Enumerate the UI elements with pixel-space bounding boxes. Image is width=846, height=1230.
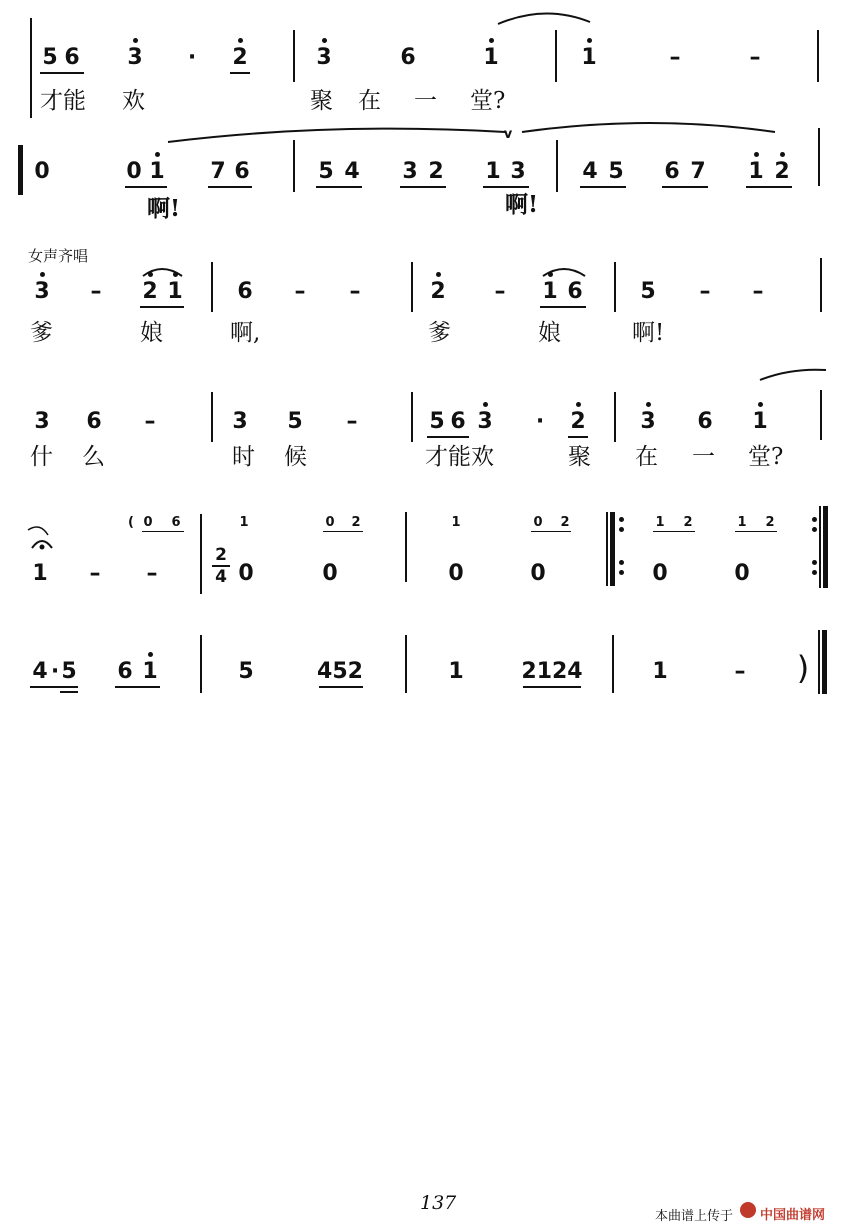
- dash: –: [752, 279, 764, 304]
- upload-credit: 本曲谱上传于: [655, 1209, 734, 1224]
- note: 2: [765, 515, 775, 530]
- note: 6: [237, 279, 253, 304]
- dash: –: [749, 45, 761, 70]
- note: 0: [734, 561, 750, 586]
- paren-close: ): [796, 649, 810, 687]
- lyric: 什: [30, 444, 53, 470]
- lyric: 堂?: [748, 444, 784, 470]
- note: 6: [117, 659, 133, 684]
- lyric: 才能: [40, 88, 86, 114]
- note: 1: [32, 561, 48, 586]
- lyric: 候: [284, 444, 307, 470]
- lyric: 娘: [140, 320, 163, 346]
- lyric: 一: [692, 444, 715, 470]
- note: 1: [448, 659, 464, 684]
- note: 6: [450, 409, 466, 434]
- note: 5: [287, 409, 303, 434]
- note: 6: [64, 45, 80, 70]
- note: 6: [567, 279, 583, 304]
- lyric: 聚: [310, 88, 333, 114]
- dash: –: [494, 279, 506, 304]
- lyric: 爹: [428, 320, 451, 346]
- slur: [543, 269, 585, 276]
- note: 1: [581, 45, 597, 70]
- lyric: 啊!: [147, 195, 181, 222]
- dot-mark: ·: [50, 659, 60, 684]
- note: 5: [61, 659, 77, 684]
- note: 3: [640, 409, 656, 434]
- note: 0: [143, 515, 153, 530]
- site-logo-icon: [740, 1202, 756, 1218]
- slur: [760, 370, 826, 380]
- note: 7: [690, 159, 706, 184]
- dash: –: [146, 561, 158, 586]
- dash: –: [699, 279, 711, 304]
- note: 1: [167, 279, 183, 304]
- note: 1: [485, 159, 501, 184]
- note: 3: [127, 45, 143, 70]
- note: 0: [325, 515, 335, 530]
- slur: [143, 269, 182, 276]
- note: 6: [234, 159, 250, 184]
- site-name[interactable]: 中国曲谱网: [760, 1208, 826, 1223]
- note: 6: [697, 409, 713, 434]
- lyric: 时: [232, 444, 255, 470]
- note: ·: [187, 45, 197, 70]
- note: 2: [142, 279, 158, 304]
- note: 452: [317, 659, 363, 684]
- lyric: 在: [358, 88, 381, 114]
- note: 0: [448, 561, 464, 586]
- page-number: 137: [420, 1192, 457, 1214]
- lyric: 么: [82, 444, 105, 470]
- note: ·: [535, 409, 545, 434]
- dash: –: [734, 659, 746, 684]
- note: 2: [560, 515, 570, 530]
- note: 0: [238, 561, 254, 586]
- time-sig-bottom: 4: [215, 567, 227, 587]
- note: 1: [748, 159, 764, 184]
- note: 1: [652, 659, 668, 684]
- note: 2: [232, 45, 248, 70]
- note: 6: [664, 159, 680, 184]
- note: 5: [318, 159, 334, 184]
- note: 0: [126, 159, 142, 184]
- fermata-dot: [40, 545, 45, 550]
- note: 5: [238, 659, 254, 684]
- note: 3: [316, 45, 332, 70]
- dash: –: [89, 561, 101, 586]
- lyric: 堂?: [470, 88, 506, 114]
- note: 1: [655, 515, 665, 530]
- note: 5: [42, 45, 58, 70]
- time-sig-top: 2: [215, 545, 227, 565]
- note: 0: [530, 561, 546, 586]
- note: 4: [344, 159, 360, 184]
- note: 0: [533, 515, 543, 530]
- accent-mark: v: [503, 127, 513, 142]
- note: 5: [429, 409, 445, 434]
- note: 3: [232, 409, 248, 434]
- note: 3: [34, 409, 50, 434]
- note: 3: [34, 279, 50, 304]
- slur: [498, 13, 590, 24]
- note: 3: [510, 159, 526, 184]
- paren-open: (: [128, 515, 134, 530]
- note: 0: [322, 561, 338, 586]
- note: 2: [430, 279, 446, 304]
- note: 7: [210, 159, 226, 184]
- note: 1: [542, 279, 558, 304]
- note: 2: [570, 409, 586, 434]
- note: 1: [239, 515, 249, 530]
- note: 2124: [521, 659, 583, 684]
- lyric: 爹: [30, 320, 53, 346]
- note: 1: [752, 409, 768, 434]
- note: 0: [652, 561, 668, 586]
- lyric: 娘: [538, 320, 561, 346]
- dash: –: [294, 279, 306, 304]
- tie-in: [28, 527, 48, 535]
- dash: –: [144, 409, 156, 434]
- section-label: 女声齐唱: [28, 247, 89, 265]
- lyric: 一: [414, 88, 437, 114]
- note: 6: [171, 515, 181, 530]
- lyric: 啊,: [230, 320, 261, 346]
- slur: [522, 123, 775, 132]
- note: 1: [451, 515, 461, 530]
- note: 4: [32, 659, 48, 684]
- note: 0: [34, 159, 50, 184]
- lyric: 才能欢: [425, 444, 494, 470]
- note: 3: [402, 159, 418, 184]
- note: 5: [608, 159, 624, 184]
- note: 4: [582, 159, 598, 184]
- note: 1: [149, 159, 165, 184]
- note: 2: [774, 159, 790, 184]
- note: 1: [737, 515, 747, 530]
- note: 2: [683, 515, 693, 530]
- dash: –: [669, 45, 681, 70]
- dash: –: [90, 279, 102, 304]
- dash: –: [349, 279, 361, 304]
- lyric: 啊!: [632, 320, 665, 346]
- dash: –: [346, 409, 358, 434]
- lyric: 欢: [122, 88, 145, 114]
- note: 1: [483, 45, 499, 70]
- note: 1: [142, 659, 158, 684]
- note: 2: [351, 515, 361, 530]
- note: 2: [428, 159, 444, 184]
- note: 5: [640, 279, 656, 304]
- lyric: 啊!: [505, 191, 539, 218]
- slur: [168, 129, 505, 142]
- note: 6: [86, 409, 102, 434]
- lyric: 聚: [568, 444, 591, 470]
- note: 6: [400, 45, 416, 70]
- note: 3: [477, 409, 493, 434]
- lyric: 在: [635, 444, 658, 470]
